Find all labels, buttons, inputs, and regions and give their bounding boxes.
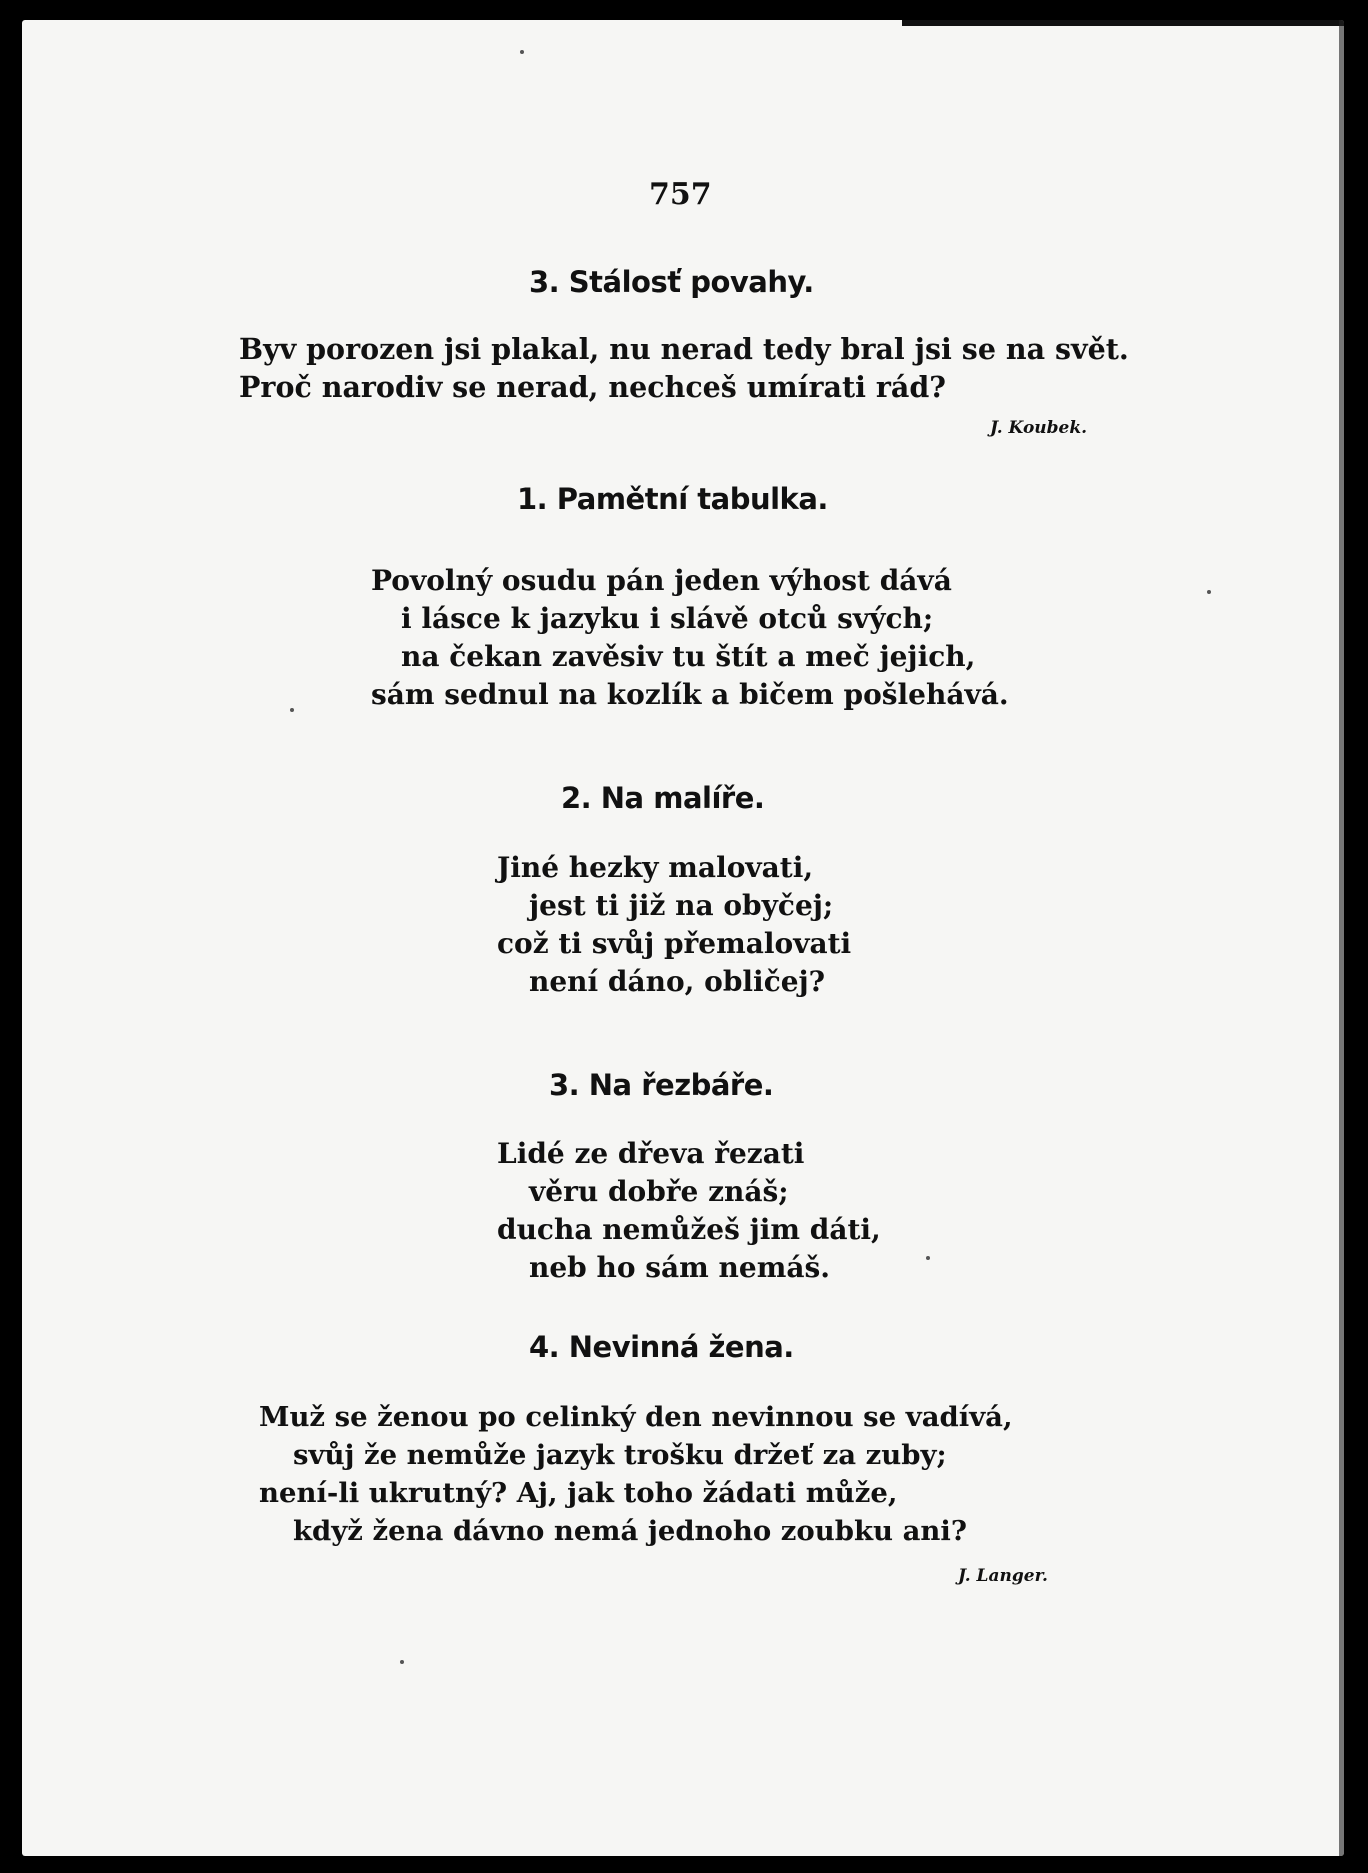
verse-line: i lásce k jazyku i slávě otců svých; <box>401 602 934 635</box>
poem-heading: 3. Stálosť povahy. <box>529 265 814 299</box>
page-number: 757 <box>649 177 712 212</box>
scan-edge-top <box>902 20 1344 26</box>
dust-speck <box>290 708 294 712</box>
verse-line: Byv porozen jsi plakal, nu nerad tedy bral jsi se na svět. <box>239 332 1129 366</box>
verse-line: což ti svůj přemalovati <box>497 927 852 960</box>
verse-line: svůj že nemůže jazyk trošku držeť za zuby; <box>293 1439 947 1471</box>
verse-line: když žena dávno nemá jednoho zoubku ani? <box>293 1515 967 1547</box>
verse-line: Muž se ženou po celinký den nevinnou se vadívá, <box>259 1401 1013 1433</box>
scanned-page <box>22 20 1344 1856</box>
dust-speck <box>520 50 524 54</box>
author-signature: J. Koubek. <box>990 418 1088 438</box>
scan-edge-right <box>1339 20 1344 1856</box>
verse-line: Povolný osudu pán jeden výhost dává <box>371 564 952 597</box>
poem-heading: 4. Nevinná žena. <box>529 1330 794 1364</box>
dust-speck <box>1207 590 1211 594</box>
verse-line: věru dobře znáš; <box>529 1175 789 1208</box>
verse-line: Proč narodiv se nerad, nechceš umírati rád? <box>239 370 946 404</box>
verse-line: na čekan zavěsiv tu štít a meč jejich, <box>401 640 976 673</box>
poem-heading: 3. Na řezbáře. <box>549 1068 774 1102</box>
poem-heading: 2. Na malíře. <box>561 781 765 815</box>
verse-line: Jiné hezky malovati, <box>497 851 814 884</box>
verse-line: ducha nemůžeš jim dáti, <box>497 1213 881 1246</box>
poem-heading: 1. Pamětní tabulka. <box>517 482 828 516</box>
verse-line: není-li ukrutný? Aj, jak toho žádati může, <box>259 1477 898 1509</box>
author-signature: J. Langer. <box>958 1566 1048 1586</box>
dust-speck <box>926 1256 930 1260</box>
verse-line: není dáno, obličej? <box>529 965 826 998</box>
dust-speck <box>400 1660 404 1664</box>
verse-line: Lidé ze dřeva řezati <box>497 1137 805 1170</box>
verse-line: neb ho sám nemáš. <box>529 1251 831 1284</box>
verse-line: sám sednul na kozlík a bičem pošlehává. <box>371 678 1009 711</box>
verse-line: jest ti již na obyčej; <box>529 889 834 922</box>
